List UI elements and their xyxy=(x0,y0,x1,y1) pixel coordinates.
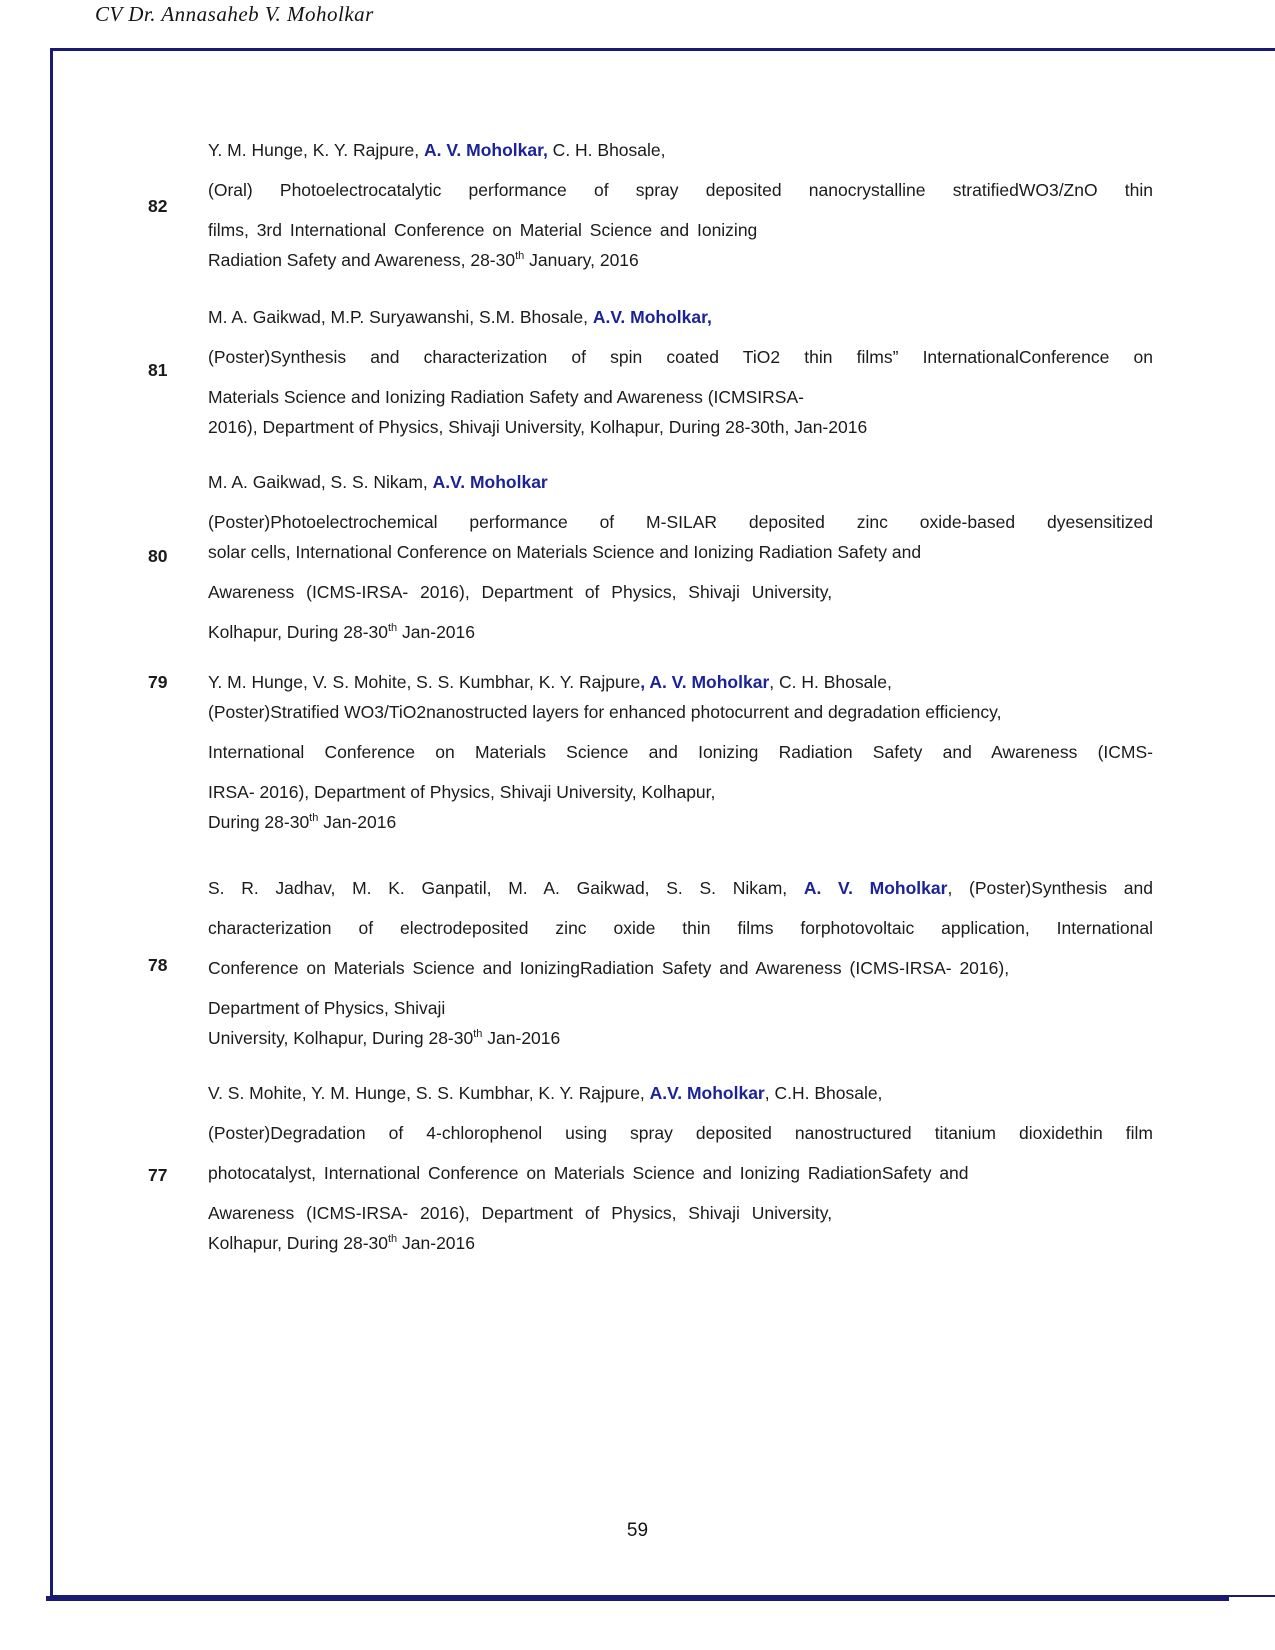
entry-line xyxy=(208,997,1153,1019)
entry-text: Jan-2016 xyxy=(482,1028,561,1048)
authors-line xyxy=(208,1082,1153,1104)
entry-date-line xyxy=(208,1027,1153,1049)
entry-number: 82 xyxy=(148,196,168,216)
publication-entry xyxy=(148,139,1275,289)
entry-date-line xyxy=(208,621,1153,643)
authors-text: M. A. Gaikwad, M.P. Suryawanshi, S.M. Bhosale, xyxy=(208,307,593,327)
entry-text: Awareness (ICMS-IRSA- 2016), Department of Physics, Shivaji University, xyxy=(208,582,833,602)
entry-line xyxy=(208,957,1153,979)
entry-body xyxy=(208,306,1153,456)
authors-text: , (Poster)Synthesis and xyxy=(947,878,1154,898)
bottom-border-rule xyxy=(46,1596,1229,1601)
entry-text: (Poster)Degradation of 4-chlorophenol using spray deposited nanostructured titanium dioxidethin film xyxy=(208,1123,1153,1143)
authors-line xyxy=(208,306,1153,328)
author-moholkar: A. V. Moholkar, xyxy=(423,140,548,160)
authors-line xyxy=(208,139,1153,161)
entry-text: 2016), Department of Physics, Shivaji University, Kolhapur, During 28-30th, Jan-2016 xyxy=(208,417,868,437)
entry-text: (Oral) Photoelectrocatalytic performance of spray deposited nanocrystalline stratifiedWO3/ZnO thin xyxy=(208,180,1153,200)
entry-text: films, 3rd International Conference on Material Science and Ionizing xyxy=(208,220,758,240)
entry-body xyxy=(208,1082,1153,1272)
publication-entry xyxy=(148,877,1275,1067)
author-moholkar: A.V. Moholkar xyxy=(649,1083,765,1103)
entry-date-line xyxy=(208,811,1153,833)
entry-number: 78 xyxy=(148,955,168,975)
ordinal-superscript: th xyxy=(387,1233,398,1246)
entry-line xyxy=(208,541,1153,563)
entry-text: (Poster)Photoelectrochemical performance of M-SILAR deposited zinc oxide-based dyesensitized xyxy=(208,512,1153,532)
authors-line xyxy=(208,471,1153,493)
entry-text: Kolhapur, During 28-30 xyxy=(208,1233,388,1253)
publication-entry xyxy=(148,1082,1275,1272)
entry-text: Awareness (ICMS-IRSA- 2016), Department of Physics, Shivaji University, xyxy=(208,1203,833,1223)
author-moholkar: A. V. Moholkar xyxy=(803,878,948,898)
entry-text: Kolhapur, During 28-30 xyxy=(208,622,388,642)
entry-line xyxy=(208,1162,1153,1184)
publication-entry xyxy=(148,671,1275,851)
entry-number: 79 xyxy=(148,672,168,692)
entry-line xyxy=(208,1122,1153,1144)
entry-text: During 28-30 xyxy=(208,812,310,832)
entry-text: Jan-2016 xyxy=(397,1233,476,1253)
publication-entry xyxy=(148,306,1275,456)
authors-line xyxy=(208,671,1153,693)
entry-line xyxy=(208,781,1153,803)
authors-text: , C. H. Bhosale, xyxy=(769,672,892,692)
entry-line xyxy=(208,701,1153,723)
entry-body xyxy=(208,671,1153,851)
entry-text: Conference on Materials Science and IonizingRadiation Safety and Awareness (ICMS-IRSA- 2016), xyxy=(208,958,1010,978)
ordinal-superscript: th xyxy=(515,250,525,263)
entry-line xyxy=(208,346,1153,368)
entry-text: (Poster)Synthesis and characterization of spin coated TiO2 thin films” InternationalConference on xyxy=(208,347,1153,367)
entry-text: Materials Science and Ionizing Radiation Safety and Awareness (ICMSIRSA- xyxy=(208,387,804,407)
authors-text: S. R. Jadhav, M. K. Ganpatil, M. A. Gaikwad, S. S. Nikam, xyxy=(208,878,804,898)
entry-line xyxy=(208,511,1153,533)
entry-text: IRSA- 2016), Department of Physics, Shivaji University, Kolhapur, xyxy=(208,782,716,802)
entry-body xyxy=(208,139,1153,289)
entry-body xyxy=(208,471,1153,661)
ordinal-superscript: th xyxy=(473,1028,483,1041)
author-moholkar: A.V. Moholkar, xyxy=(592,307,712,327)
page-number: 59 xyxy=(626,1520,649,1541)
entry-line xyxy=(208,917,1153,939)
publication-entry xyxy=(148,471,1275,661)
entry-line xyxy=(208,581,1153,603)
author-moholkar: , A. V. Moholkar xyxy=(640,672,770,692)
authors-text: Y. M. Hunge, V. S. Mohite, S. S. Kumbhar, K. Y. Rajpure xyxy=(208,672,641,692)
authors-text: , C.H. Bhosale, xyxy=(764,1083,883,1103)
entry-date-line xyxy=(208,1232,1153,1254)
entry-text: photocatalyst, International Conference on Materials Science and Ionizing RadiationSafety and xyxy=(208,1163,969,1183)
author-moholkar: A.V. Moholkar xyxy=(432,472,548,492)
entry-text: solar cells, International Conference on Materials Science and Ionizing Radiation Safety and xyxy=(208,542,922,562)
entry-line xyxy=(208,179,1153,201)
content-border-box xyxy=(50,48,1275,1597)
entry-date-line xyxy=(208,249,1153,271)
entry-line xyxy=(208,386,1153,408)
authors-text: M. A. Gaikwad, S. S. Nikam, xyxy=(208,472,433,492)
authors-line xyxy=(208,877,1153,899)
entry-number: 77 xyxy=(148,1165,168,1185)
entry-body xyxy=(208,877,1153,1067)
entry-line xyxy=(208,741,1153,763)
entry-text: University, Kolhapur, During 28-30 xyxy=(208,1028,474,1048)
ordinal-superscript: th xyxy=(309,812,319,825)
authors-text: C. H. Bhosale, xyxy=(547,140,666,160)
entry-date-line xyxy=(208,416,1153,438)
entry-text: characterization of electrodeposited zinc oxide thin films forphotovoltaic application, International xyxy=(208,918,1153,938)
authors-text: Y. M. Hunge, K. Y. Rajpure, xyxy=(208,140,424,160)
entry-number: 80 xyxy=(148,546,168,566)
ordinal-superscript: th xyxy=(387,622,398,635)
entry-text: Radiation Safety and Awareness, 28-30 xyxy=(208,250,516,270)
entry-text: (Poster)Stratified WO3/TiO2nanostructed layers for enhanced photocurrent and degradation efficiency, xyxy=(208,702,1002,722)
entry-text: Jan-2016 xyxy=(397,622,476,642)
entry-text: International Conference on Materials Science and Ionizing Radiation Safety and Awareness (ICMS- xyxy=(208,742,1153,762)
entry-text: Department of Physics, Shivaji xyxy=(208,998,446,1018)
entry-number: 81 xyxy=(148,360,168,380)
page-header-title: CV Dr. Annasaheb V. Moholkar xyxy=(95,2,374,26)
entry-line xyxy=(208,219,1153,241)
entry-text: January, 2016 xyxy=(524,250,639,270)
entry-text: Jan-2016 xyxy=(318,812,397,832)
entry-line xyxy=(208,1202,1153,1224)
authors-text: V. S. Mohite, Y. M. Hunge, S. S. Kumbhar, K. Y. Rajpure, xyxy=(208,1083,650,1103)
